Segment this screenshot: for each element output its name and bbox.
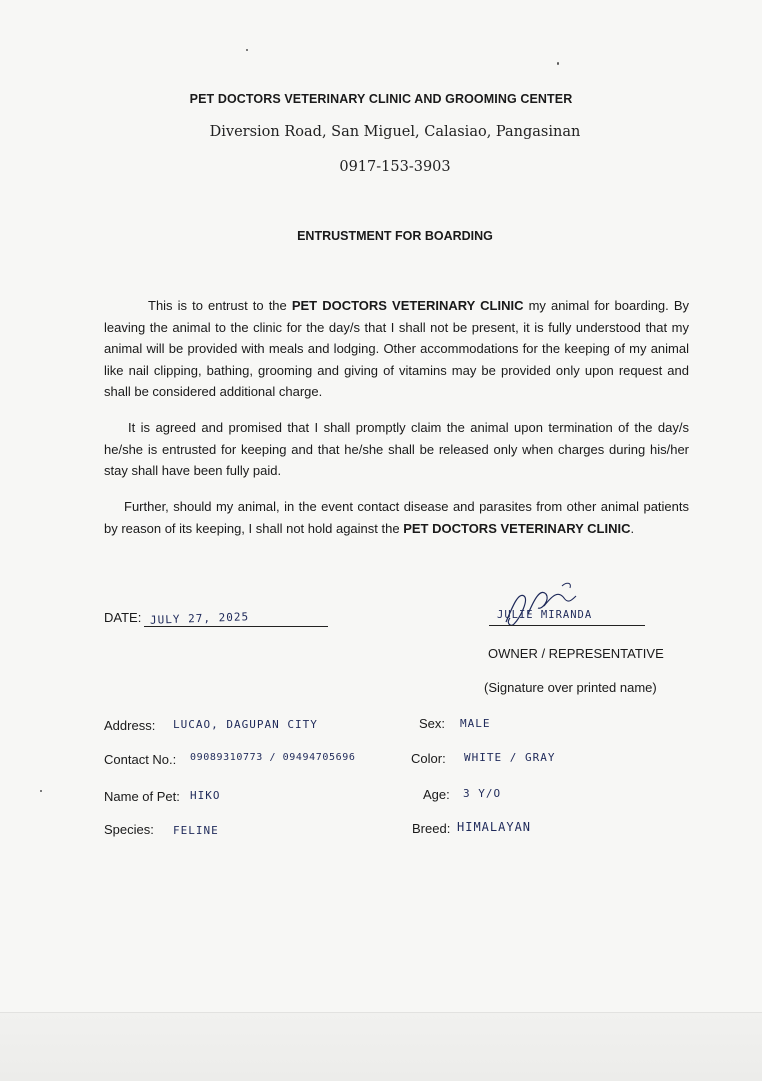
paragraph-liability [104,496,689,539]
clinic-name-inline: PET DOCTORS VETERINARY CLINIC [291,298,524,313]
contact-value: 09089310773 / 09494705696 [190,752,356,763]
color-value: WHITE / GRAY [464,751,556,764]
contact-label: Contact No.: [104,752,177,767]
date-value: JULY 27, 2025 [149,610,250,627]
species-value: FELINE [173,824,219,837]
clinic-name: PET DOCTORS VETERINARY CLINIC AND GROOMING CENTER [189,92,573,106]
signature-printed-name: JULIE MIRANDA [497,609,593,621]
scan-speck [40,790,42,792]
page-bottom-edge [0,1012,762,1081]
sex-label: Sex: [419,716,446,731]
document-title: ENTRUSTMENT FOR BOARDING [297,229,493,243]
paragraph-text: This is to entrust to the [148,298,292,313]
paragraph-text: . [630,520,635,536]
paragraph-entrust [104,295,689,403]
address-label: Address: [104,718,156,733]
signature-line [489,625,645,626]
breed-value: HIMALAYAN [457,820,532,834]
age-label: Age: [423,787,450,802]
scan-speck [557,62,559,65]
clinic-phone: 0917-153-3903 [339,159,451,175]
scan-speck [246,49,248,51]
color-label: Color: [411,751,446,766]
signature-note: (Signature over printed name) [484,680,657,695]
owner-label: OWNER / REPRESENTATIVE [488,646,664,661]
sex-value: MALE [460,717,491,730]
date-label: DATE: [104,610,142,625]
paragraph-text: my animal for boarding. By leaving the animal to the clinic for the day/s that I shall not be present, it is fully understood that my animal will be provided with meals and lodging. Other accommodations for the keeping of my animal like nail clipping, bathing, grooming and giving of vitamins may be provided only upon request and shall be considered additional charge. [104,298,689,399]
address-value: LUCAO, DAGUPAN CITY [173,718,318,731]
pet-name-value: HIKO [190,789,221,802]
paragraph-text: Further, should my animal, in the event contact disease and parasites from other animal patients by reason of its keeping, I shall not hold against the [104,499,689,536]
signature-scribble [484,578,664,630]
pet-name-label: Name of Pet: [104,789,180,804]
clinic-address: Diversion Road, San Miguel, Calasiao, Pangasinan [209,124,581,140]
clinic-name-inline: PET DOCTORS VETERINARY CLINIC [403,520,631,536]
breed-label: Breed: [412,821,451,836]
paragraph-agreement: It is agreed and promised that I shall promptly claim the animal upon termination of the day/s he/she is entrusted for keeping and that he/she shall be released only when charges during his/her stay shall have been fully paid. [104,420,689,478]
date-underline [144,626,328,627]
age-value: 3 Y/O [463,787,502,800]
signature [484,578,664,630]
species-label: Species: [104,822,154,837]
